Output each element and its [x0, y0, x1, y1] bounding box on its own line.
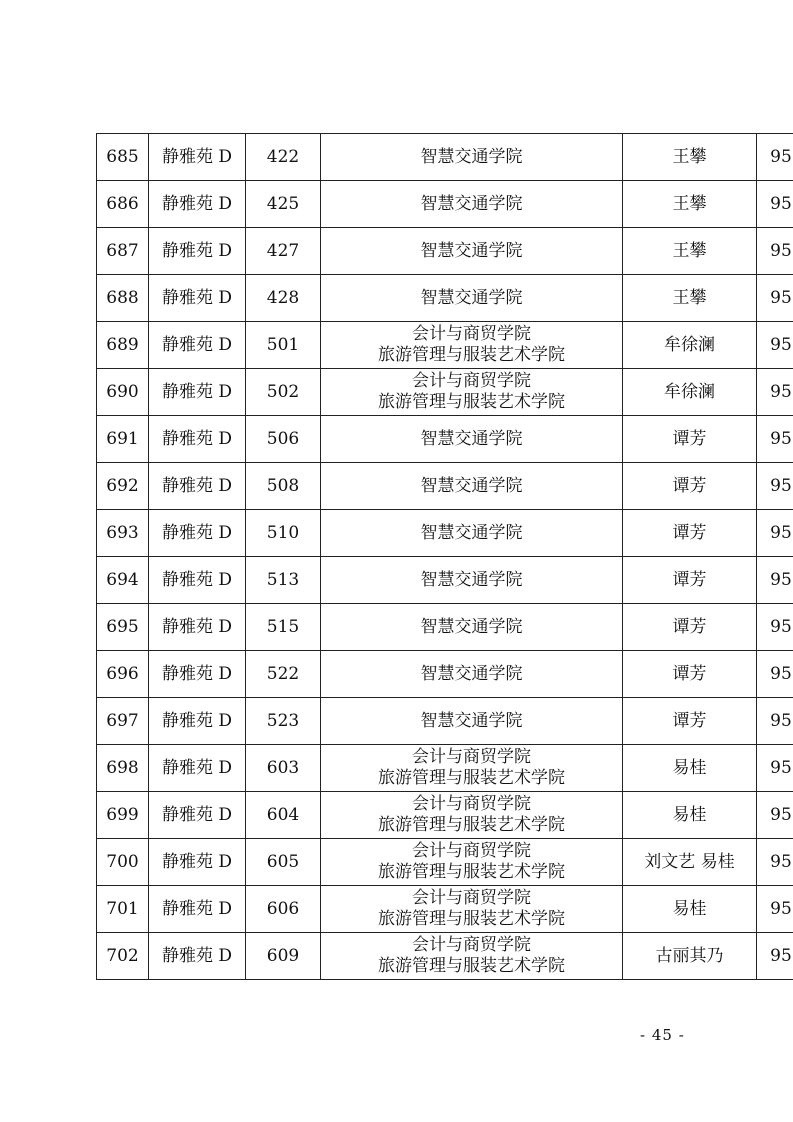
teacher-cell: 谭芳 [623, 651, 757, 698]
row-number-cell: 697 [97, 698, 149, 745]
room-cell: 508 [246, 463, 321, 510]
table-row [97, 886, 793, 933]
room-cell: 605 [246, 839, 321, 886]
row-number-cell: 686 [97, 181, 149, 228]
college-cell [321, 369, 623, 416]
college-name: 智慧交通学院 [420, 569, 523, 590]
table-row [97, 369, 793, 416]
building-cell: 静雅苑 D [149, 557, 246, 604]
room-cell: 603 [246, 745, 321, 792]
room-cell: 609 [246, 933, 321, 980]
table-row [97, 839, 793, 886]
college-name: 旅游管理与服装艺术学院 [378, 392, 565, 412]
row-number-cell: 695 [97, 604, 149, 651]
college-name: 智慧交通学院 [420, 240, 523, 261]
room-cell: 428 [246, 275, 321, 322]
teacher-cell: 古丽其乃 [623, 933, 757, 980]
building-cell: 静雅苑 D [149, 510, 246, 557]
teacher-cell: 王攀 [623, 228, 757, 275]
college-name: 智慧交通学院 [420, 710, 523, 731]
college-cell [321, 745, 623, 792]
college-cell [321, 275, 623, 322]
college-cell [321, 510, 623, 557]
teacher-cell: 谭芳 [623, 510, 757, 557]
score-cell: 95 [757, 275, 793, 322]
room-cell: 506 [246, 416, 321, 463]
building-cell: 静雅苑 D [149, 463, 246, 510]
table-row [97, 792, 793, 839]
table-row [97, 604, 793, 651]
building-cell: 静雅苑 D [149, 228, 246, 275]
college-name: 旅游管理与服装艺术学院 [378, 345, 565, 365]
teacher-cell: 谭芳 [623, 416, 757, 463]
score-cell: 95 [757, 557, 793, 604]
table-row [97, 228, 793, 275]
college-name: 旅游管理与服装艺术学院 [378, 768, 565, 788]
score-cell: 95 [757, 745, 793, 792]
teacher-cell: 易桂 [623, 745, 757, 792]
room-cell: 515 [246, 604, 321, 651]
score-cell: 95 [757, 416, 793, 463]
room-cell: 425 [246, 181, 321, 228]
score-cell: 95 [757, 228, 793, 275]
college-name: 智慧交通学院 [420, 287, 523, 308]
score-cell: 95 [757, 322, 793, 369]
college-name: 智慧交通学院 [420, 663, 523, 684]
college-name: 智慧交通学院 [420, 522, 523, 543]
page-number: - 45 - [640, 1026, 685, 1044]
room-cell: 513 [246, 557, 321, 604]
row-number-cell: 700 [97, 839, 149, 886]
row-number-cell: 699 [97, 792, 149, 839]
teacher-cell: 易桂 [623, 886, 757, 933]
college-name: 会计与商贸学院 [412, 324, 531, 344]
building-cell: 静雅苑 D [149, 886, 246, 933]
teacher-cell: 谭芳 [623, 604, 757, 651]
building-cell: 静雅苑 D [149, 604, 246, 651]
teacher-cell: 易桂 [623, 792, 757, 839]
table-row [97, 510, 793, 557]
college-name: 会计与商贸学院 [412, 371, 531, 391]
building-cell: 静雅苑 D [149, 933, 246, 980]
table-row [97, 698, 793, 745]
college-name: 会计与商贸学院 [412, 747, 531, 767]
teacher-cell: 谭芳 [623, 463, 757, 510]
score-cell: 95 [757, 181, 793, 228]
college-cell [321, 134, 623, 181]
table-row [97, 416, 793, 463]
college-name: 旅游管理与服装艺术学院 [378, 815, 565, 835]
score-cell: 95 [757, 369, 793, 416]
table-row [97, 134, 793, 181]
table-row [97, 322, 793, 369]
teacher-cell: 牟徐澜 [623, 322, 757, 369]
teacher-cell: 谭芳 [623, 698, 757, 745]
college-name: 旅游管理与服装艺术学院 [378, 862, 565, 882]
college-cell [321, 322, 623, 369]
building-cell: 静雅苑 D [149, 134, 246, 181]
row-number-cell: 702 [97, 933, 149, 980]
table-row [97, 651, 793, 698]
row-number-cell: 685 [97, 134, 149, 181]
score-cell: 95 [757, 698, 793, 745]
score-cell: 95 [757, 886, 793, 933]
score-cell: 95 [757, 604, 793, 651]
college-name: 会计与商贸学院 [412, 935, 531, 955]
table-body [97, 134, 793, 980]
college-name: 会计与商贸学院 [412, 841, 531, 861]
row-number-cell: 692 [97, 463, 149, 510]
building-cell: 静雅苑 D [149, 322, 246, 369]
college-cell [321, 228, 623, 275]
table-row [97, 557, 793, 604]
college-cell [321, 604, 623, 651]
room-cell: 502 [246, 369, 321, 416]
teacher-cell: 谭芳 [623, 557, 757, 604]
building-cell: 静雅苑 D [149, 745, 246, 792]
row-number-cell: 701 [97, 886, 149, 933]
building-cell: 静雅苑 D [149, 369, 246, 416]
score-cell: 95 [757, 463, 793, 510]
college-cell [321, 886, 623, 933]
college-cell [321, 557, 623, 604]
room-cell: 523 [246, 698, 321, 745]
room-cell: 501 [246, 322, 321, 369]
score-cell: 95 [757, 839, 793, 886]
building-cell: 静雅苑 D [149, 416, 246, 463]
room-cell: 427 [246, 228, 321, 275]
row-number-cell: 687 [97, 228, 149, 275]
building-cell: 静雅苑 D [149, 651, 246, 698]
teacher-cell: 牟徐澜 [623, 369, 757, 416]
row-number-cell: 690 [97, 369, 149, 416]
college-name: 旅游管理与服装艺术学院 [378, 956, 565, 976]
teacher-cell: 王攀 [623, 181, 757, 228]
building-cell: 静雅苑 D [149, 839, 246, 886]
row-number-cell: 688 [97, 275, 149, 322]
room-cell: 604 [246, 792, 321, 839]
building-cell: 静雅苑 D [149, 698, 246, 745]
college-name: 智慧交通学院 [420, 616, 523, 637]
room-cell: 510 [246, 510, 321, 557]
college-cell [321, 839, 623, 886]
college-name: 会计与商贸学院 [412, 888, 531, 908]
building-cell: 静雅苑 D [149, 181, 246, 228]
row-number-cell: 693 [97, 510, 149, 557]
score-cell: 95 [757, 792, 793, 839]
college-cell [321, 933, 623, 980]
room-cell: 522 [246, 651, 321, 698]
college-name: 会计与商贸学院 [412, 794, 531, 814]
table-row [97, 933, 793, 980]
college-name: 旅游管理与服装艺术学院 [378, 909, 565, 929]
score-cell: 95 [757, 134, 793, 181]
table-row [97, 181, 793, 228]
row-number-cell: 691 [97, 416, 149, 463]
row-number-cell: 694 [97, 557, 149, 604]
table-row [97, 275, 793, 322]
college-cell [321, 792, 623, 839]
score-cell: 95 [757, 510, 793, 557]
college-cell [321, 651, 623, 698]
college-cell [321, 698, 623, 745]
teacher-cell: 刘文艺 易桂 [623, 839, 757, 886]
table-row [97, 745, 793, 792]
dorm-score-table [96, 133, 793, 980]
college-name: 智慧交通学院 [420, 428, 523, 449]
table-row [97, 463, 793, 510]
college-cell [321, 181, 623, 228]
room-cell: 422 [246, 134, 321, 181]
room-cell: 606 [246, 886, 321, 933]
row-number-cell: 698 [97, 745, 149, 792]
row-number-cell: 689 [97, 322, 149, 369]
building-cell: 静雅苑 D [149, 275, 246, 322]
college-cell [321, 416, 623, 463]
college-cell [321, 463, 623, 510]
teacher-cell: 王攀 [623, 134, 757, 181]
score-cell: 95 [757, 651, 793, 698]
teacher-cell: 王攀 [623, 275, 757, 322]
college-name: 智慧交通学院 [420, 193, 523, 214]
building-cell: 静雅苑 D [149, 792, 246, 839]
row-number-cell: 696 [97, 651, 149, 698]
college-name: 智慧交通学院 [420, 146, 523, 167]
score-cell: 95 [757, 933, 793, 980]
college-name: 智慧交通学院 [420, 475, 523, 496]
